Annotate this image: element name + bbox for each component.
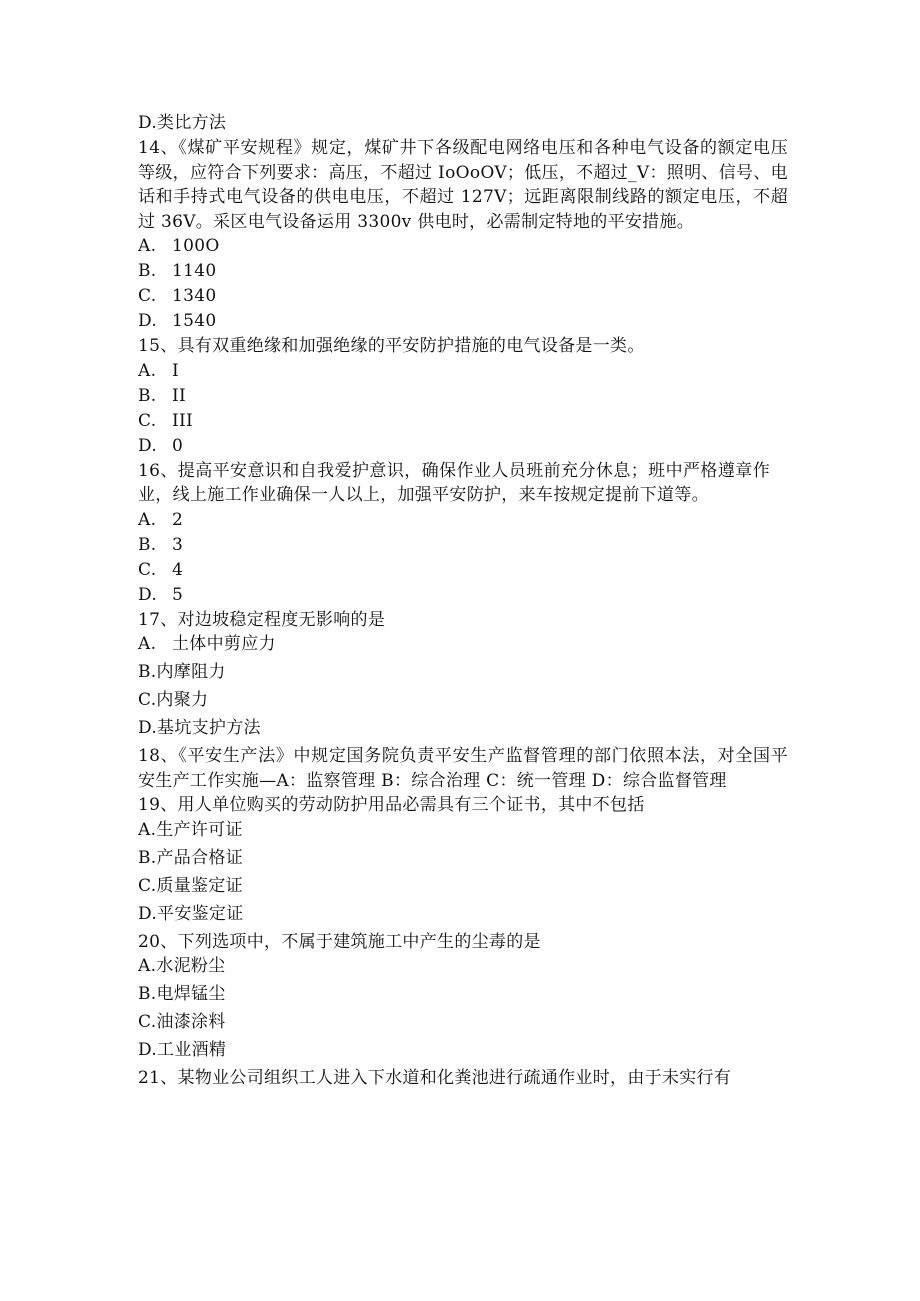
option-a-q15 xyxy=(138,359,788,384)
option-letter: C. xyxy=(138,286,157,306)
option-letter: A. xyxy=(138,509,157,530)
option-letter: B. xyxy=(138,261,157,281)
option-b-q17: B.内摩阻力 xyxy=(138,662,226,682)
question-15: 15、具有双重绝缘和加强绝缘的平安防护措施的电气设备是一类。 xyxy=(138,336,645,356)
option-letter: D. xyxy=(138,311,158,331)
question-19: 19、用人单位购买的劳动防护用品必需具有三个证书，其中不包括 xyxy=(138,795,645,815)
option-text: II xyxy=(172,385,187,406)
option-d-q17: D.基坑支护方法 xyxy=(138,718,261,738)
option-d-q14 xyxy=(138,309,788,334)
option-b-q15 xyxy=(138,384,788,409)
option-d-q13: D.类比方法 xyxy=(138,113,227,133)
option-text: 2 xyxy=(172,509,184,530)
question-21: 21、某物业公司组织工人进入下水道和化粪池进行疏通作业时，由于未实行有 xyxy=(138,1068,732,1088)
option-d-q19: D.平安鉴定证 xyxy=(138,903,244,924)
option-c-q14 xyxy=(138,284,788,309)
option-text: 4 xyxy=(172,559,184,580)
option-b-q19: B.产品合格证 xyxy=(138,847,243,868)
option-letter: D. xyxy=(138,584,158,605)
option-c-q15 xyxy=(138,409,788,434)
option-b-q20: B.电焊锰尘 xyxy=(138,984,226,1004)
option-text: 3 xyxy=(172,534,184,555)
option-letter: B. xyxy=(138,534,157,555)
option-b-q14 xyxy=(138,259,788,284)
option-text: 1140 xyxy=(172,261,217,281)
option-c-q20: C.油漆涂料 xyxy=(138,1012,226,1032)
option-d-q20: D.工业酒精 xyxy=(138,1040,227,1060)
option-a-q17 xyxy=(138,632,788,660)
option-c-q19: C.质量鉴定证 xyxy=(138,875,243,896)
option-text: 1540 xyxy=(172,311,217,331)
option-text: 5 xyxy=(172,584,184,605)
option-letter: A. xyxy=(138,634,157,654)
option-letter: C. xyxy=(138,410,157,431)
option-text: 土体中剪应力 xyxy=(172,634,276,654)
option-a-q19: A.生产许可证 xyxy=(138,819,243,840)
option-letter: A. xyxy=(138,360,157,381)
option-text: 1340 xyxy=(172,286,217,306)
question-17: 17、对边坡稳定程度无影响的是 xyxy=(138,609,386,630)
option-a-q14 xyxy=(138,234,788,259)
option-text: I xyxy=(172,360,180,381)
option-letter: D. xyxy=(138,435,158,456)
option-text: 0 xyxy=(172,435,184,456)
option-d-q15 xyxy=(138,434,788,459)
question-20: 20、下列选项中，不属于建筑施工中产生的尘毒的是 xyxy=(138,931,541,952)
option-letter: B. xyxy=(138,385,157,406)
option-text: 100O xyxy=(172,236,220,256)
question-14: 14、《煤矿平安规程》规定，煤矿井下各级配电网络电压和各种电气设备的额定电压等级，应符合下列要求：高压，不超过 IoOoOV；低压，不超过_V：照明、信号、电话和手持式电气设备的供电电压，不超过 127V；远距离限制线路的额定电压，不超过 36V。采区电气设备运用 3300v 供电时，必需制定特地的平安措施。 xyxy=(138,138,788,232)
option-a-q16 xyxy=(138,508,788,533)
option-letter: C. xyxy=(138,559,157,580)
option-letter: A. xyxy=(138,236,157,256)
question-18: 18、《平安生产法》中规定国务院负责平安生产监督管理的部门依照本法，对全国平安生产工作实施—A：监察管理 B：综合治理 C：统一管理 D：综合监督管理 xyxy=(138,746,788,791)
option-c-q16 xyxy=(138,558,788,583)
option-b-q16 xyxy=(138,533,788,558)
option-c-q17: C.内聚力 xyxy=(138,690,209,710)
document-page xyxy=(138,111,788,1091)
option-a-q20: A.水泥粉尘 xyxy=(138,956,226,976)
option-text: III xyxy=(172,410,194,431)
option-d-q16 xyxy=(138,583,788,608)
question-16: 16、提高平安意识和自我爱护意识，确保作业人员班前充分休息；班中严格遵章作业，线上施工作业确保一人以上，加强平安防护，来车按规定提前下道等。 xyxy=(138,460,770,505)
